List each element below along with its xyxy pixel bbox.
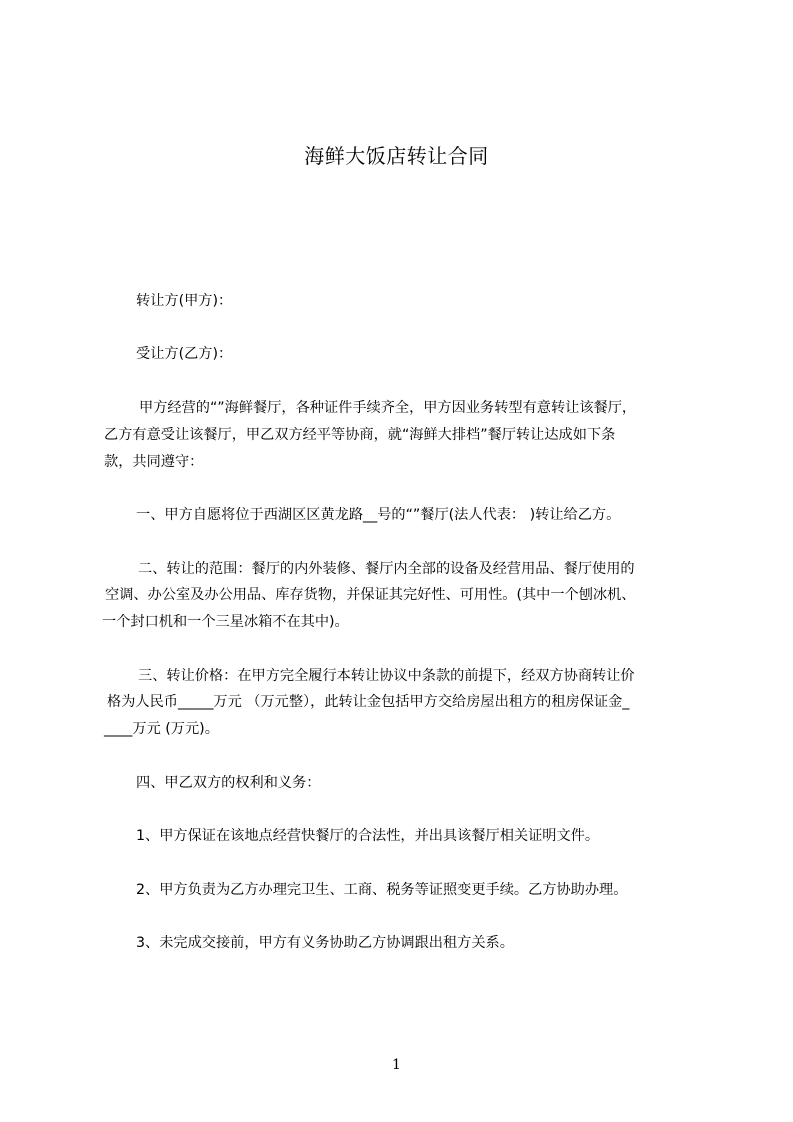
party-a-line: 转让方(甲方)：: [136, 293, 233, 309]
preamble-line-2: 乙方有意受让该餐厅，甲乙双方经平等协商，就“海鲜大排档”餐厅转让达成如下条: [104, 427, 616, 443]
page-number: 1: [392, 1057, 401, 1073]
clause-4-item-1: 1、甲方保证在该地点经营快餐厅的合法性，并出具该餐厅相关证明文件。: [136, 828, 600, 844]
document-title: 海鲜大饭店转让合同: [304, 144, 489, 168]
clause-2-line-3: 一个封口机和一个三星冰箱不在其中)。: [102, 614, 349, 630]
preamble-line-1: 甲方经营的“”海鲜餐厅，各种证件手续齐全，甲方因业务转型有意转让该餐厅，: [139, 400, 637, 416]
preamble-line-3: 款，共同遵守：: [104, 454, 204, 470]
clause-2-line-2: 空调、办公室及办公用品、库存货物，并保证其完好性、可用性。(其中一个刨冰机、: [105, 587, 636, 603]
party-b-line: 受让方(乙方)：: [136, 346, 233, 362]
clause-3-line-3: ____万元 (万元)。: [104, 721, 219, 737]
clause-4-heading: 四、甲乙双方的权利和义务：: [136, 775, 321, 791]
clause-2-line-1: 二、转让的范围：餐厅的内外装修、餐厅内全部的设备及经营用品、餐厅使用的: [138, 561, 635, 577]
clause-1-line: 一、甲方自愿将位于西湖区区黄龙路__号的“”餐厅(法人代表： )转让给乙方。: [136, 507, 621, 523]
clause-3-line-1: 三、转让价格：在甲方完全履行本转让协议中条款的前提下，经双方协商转让价: [138, 668, 635, 684]
clause-3-line-2: 格为人民币_____万元 （万元整），此转让金包括甲方交给房屋出租方的租房保证金_: [107, 694, 630, 710]
clause-4-item-3: 3、未完成交接前，甲方有义务协助乙方协调跟出租方关系。: [136, 935, 514, 951]
clause-4-item-2: 2、甲方负责为乙方办理完卫生、工商、税务等证照变更手续。乙方协助办理。: [136, 882, 628, 898]
